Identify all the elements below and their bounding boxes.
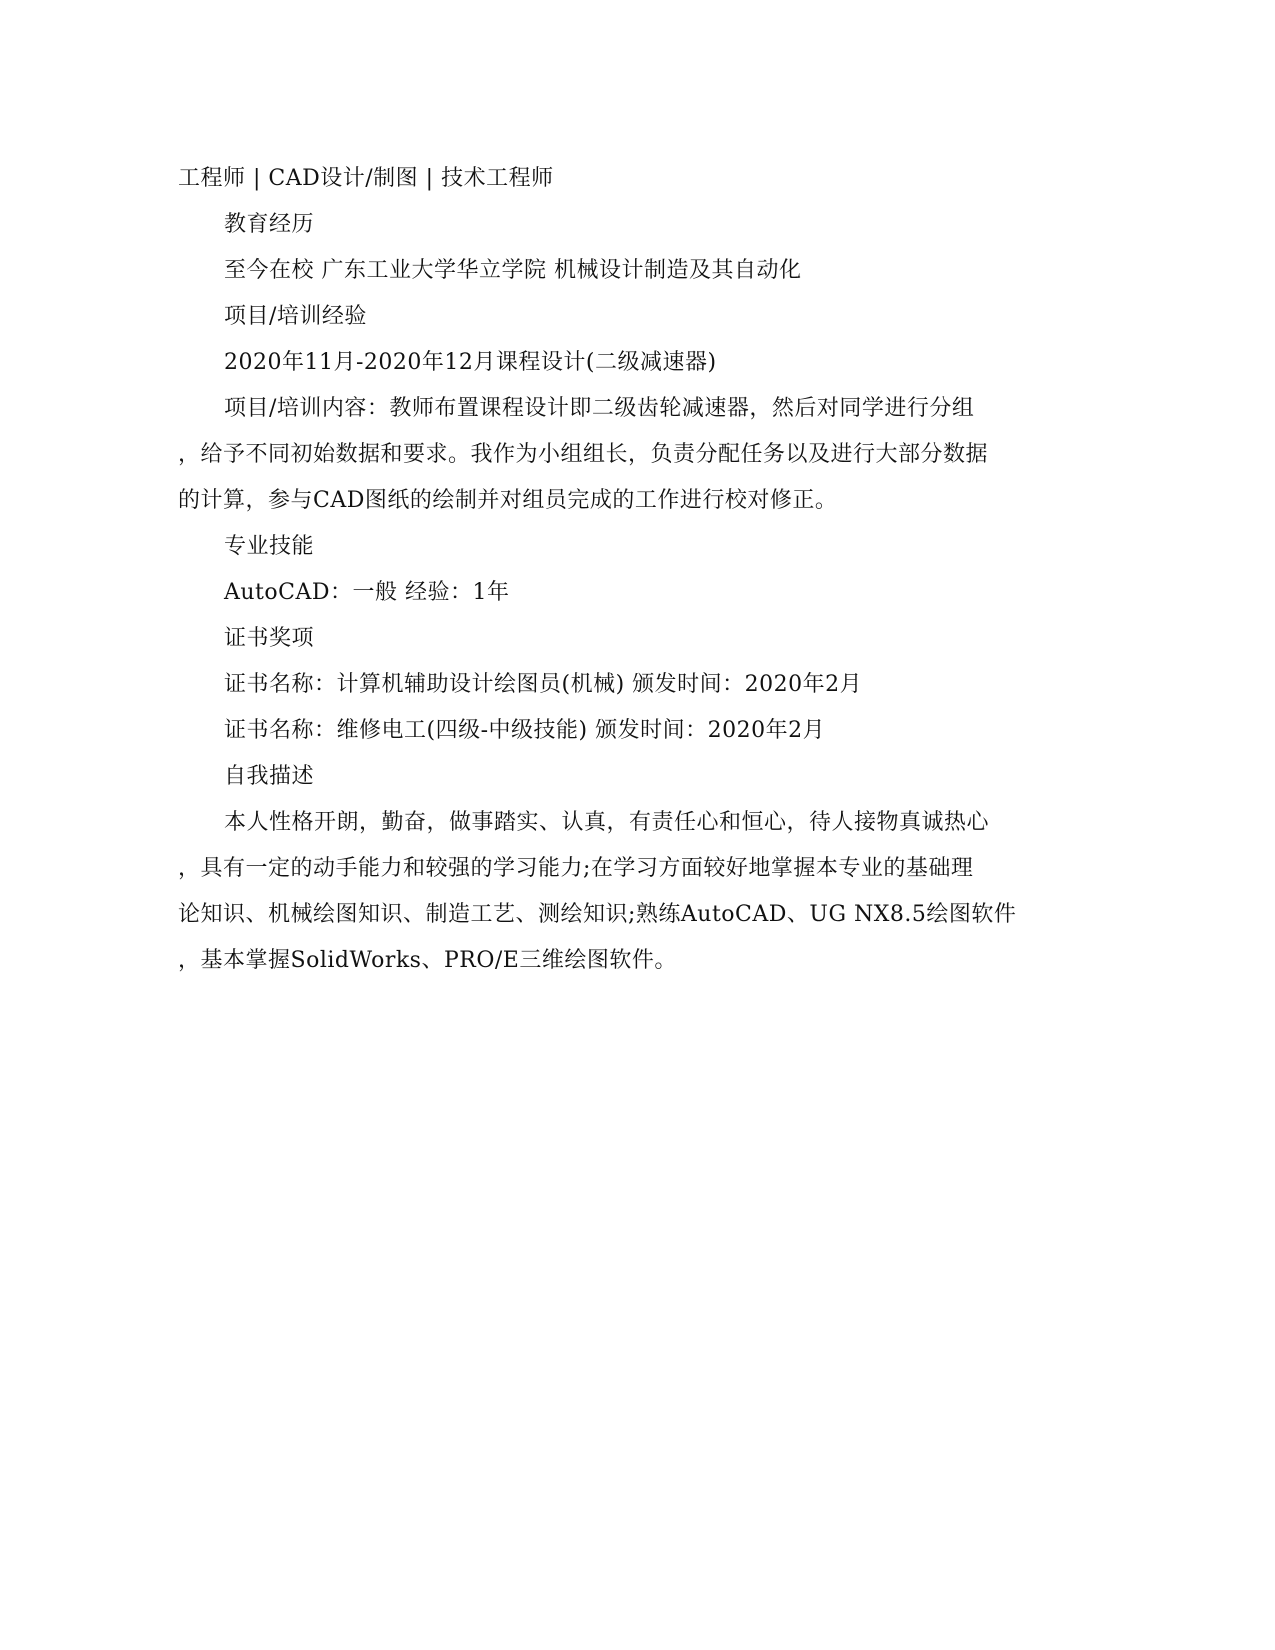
skill-entry: AutoCAD：一般 经验：1年: [224, 580, 510, 605]
job-title-line: 工程师 | CAD设计/制图 | 技术工程师: [178, 166, 554, 191]
project-title: 2020年11月-2020年12月课程设计(二级减速器): [224, 350, 717, 375]
project-content-line: 项目/培训内容：教师布置课程设计即二级齿轮减速器，然后对同学进行分组: [224, 396, 975, 421]
project-content-paragraph: [178, 386, 1038, 524]
certificate-item: 证书名称：维修电工(四级-中级技能) 颁发时间：2020年2月: [224, 718, 826, 743]
self-description-line: ，具有一定的动手能力和较强的学习能力;在学习方面较好地掌握本专业的基础理: [178, 856, 974, 881]
self-description-line: 本人性格开朗，勤奋，做事踏实、认真，有责任心和恒心，待人接物真诚热心: [224, 810, 990, 835]
education-heading: 教育经历: [224, 212, 315, 237]
education-entry: 至今在校 广东工业大学华立学院 机械设计制造及其自动化: [224, 258, 802, 283]
self-description-line: 论知识、机械绘图知识、制造工艺、测绘知识;熟练AutoCAD、UG NX8.5绘图软件: [178, 902, 1017, 927]
self-description-paragraph: [178, 800, 1038, 984]
project-content-line: 的计算，参与CAD图纸的绘制并对组员完成的工作进行校对修正。: [178, 488, 838, 513]
self-description-heading: 自我描述: [224, 764, 315, 789]
certificates-heading: 证书奖项: [224, 626, 315, 651]
projects-heading: 项目/培训经验: [224, 304, 367, 329]
skills-heading: 专业技能: [224, 534, 315, 559]
certificate-item: 证书名称：计算机辅助设计绘图员(机械) 颁发时间：2020年2月: [224, 672, 863, 697]
project-content-line: ，给予不同初始数据和要求。我作为小组组长，负责分配任务以及进行大部分数据: [178, 442, 989, 467]
resume-content: [178, 156, 1038, 984]
self-description-line: ，基本掌握SolidWorks、PRO/E三维绘图软件。: [178, 948, 677, 973]
